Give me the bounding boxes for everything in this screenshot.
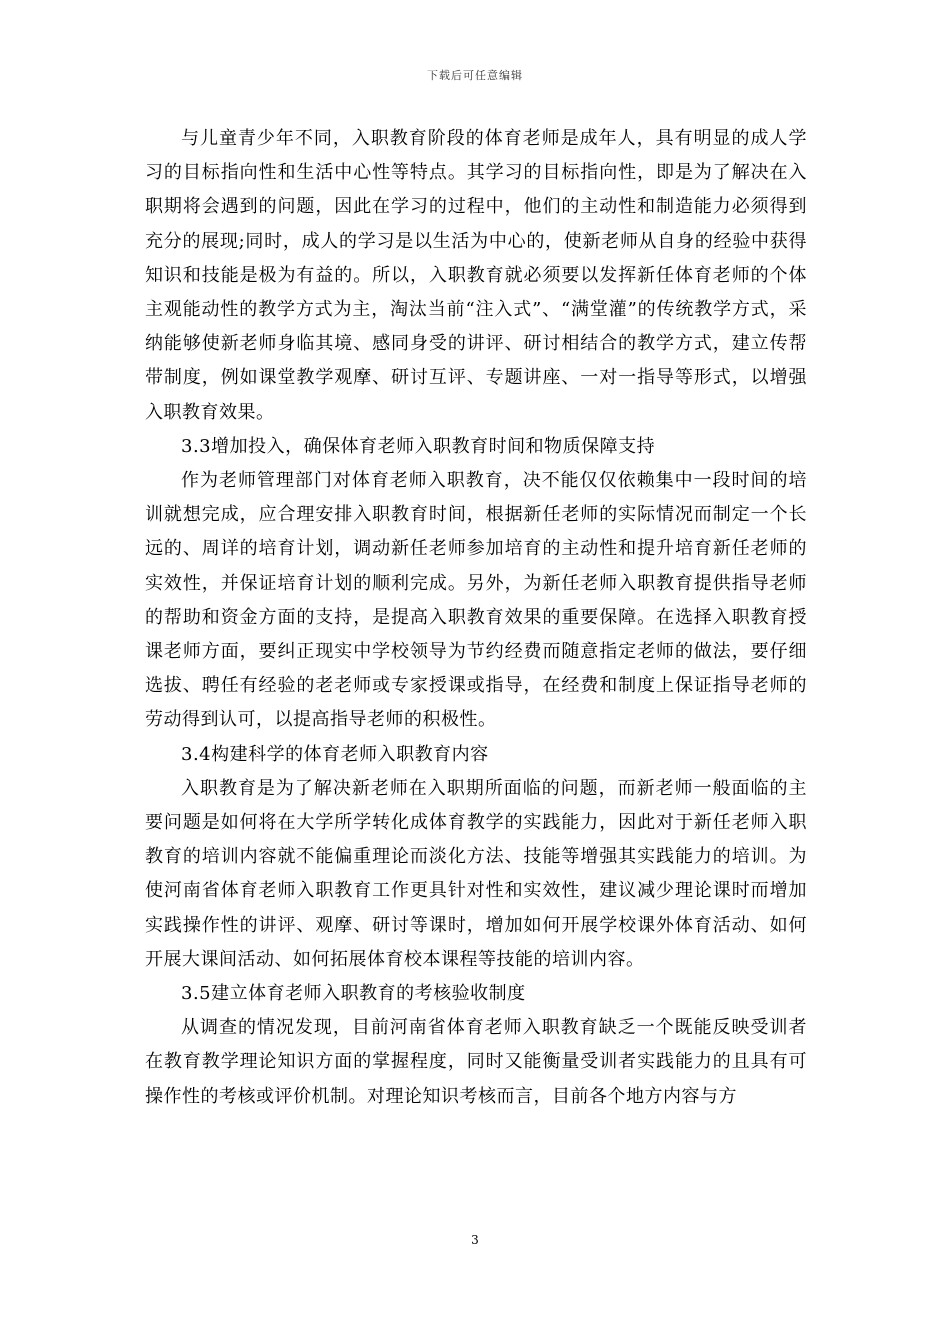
page-number: 3: [471, 1233, 479, 1247]
paragraph: 作为老师管理部门对体育老师入职教育，决不能仅仅依赖集中一段时间的培训就想完成，应合理安排入职教育时间，根据新任老师的实际情况而制定一个长远的、周详的培育计划，调动新任老师参加培育的主动性和提升培育新任老师的实效性，并保证培育计划的顺利完成。另外，为新任老师入职教育提供指导老师的帮助和资金方面的支持，是提高入职教育效果的重要保障。在选择入职教育授课老师方面，要纠正现实中学校领导为节约经费而随意指定老师的做法，要仔细选拔、聘任有经验的老老师或专家授课或指导，在经费和制度上保证指导老师的劳动得到认可，以提高指导老师的积极性。: [145, 470, 807, 731]
paragraph: 与儿童青少年不同，入职教育阶段的体育老师是成年人，具有明显的成人学习的目标指向性和生活中心性等特点。其学习的目标指向性，即是为了解决在入职期将会遇到的问题，因此在学习的过程中，他们的主动性和制造能力必须得到充分的展现;同时，成人的学习是以生活为中心的，使新老师从自身的经验中获得知识和技能是极为有益的。所以，入职教育就必须要以发挥新任体育老师的个体主观能动性的教学方式为主，淘汰当前“注入式”、“满堂灌”的传统教学方式，采纳能够使新老师身临其境、感同身受的讲评、研讨相结合的教学方式，建立传帮带制度，例如课堂教学观摩、研讨互评、专题讲座、一对一指导等形式，以增强入职教育效果。: [145, 128, 807, 423]
document-body: [145, 122, 807, 1114]
section-heading-3-3: 3.3增加投入，确保体育老师入职教育时间和物质保障支持: [181, 435, 656, 457]
section-heading-3-5: 3.5建立体育老师入职教育的考核验收制度: [181, 983, 526, 1005]
paragraph: 从调查的情况发现，目前河南省体育老师入职教育缺乏一个既能反映受训者在教育教学理论知识方面的掌握程度，同时又能衡量受训者实践能力的且具有可操作性的考核或评价机制。对理论知识考核而言，目前各个地方内容与方: [145, 1017, 807, 1107]
paragraph: 入职教育是为了解决新老师在入职期所面临的问题，而新老师一般面临的主要问题是如何将在大学所学转化成体育教学的实践能力，因此对于新任老师入职教育的培训内容就不能偏重理论而淡化方法、技能等增强其实践能力的培训。为使河南省体育老师入职教育工作更具针对性和实效性，建议减少理论课时而增加实践操作性的讲评、观摩、研讨等课时，增加如何开展学校课外体育活动、如何开展大课间活动、如何拓展体育校本课程等技能的培训内容。: [145, 777, 807, 970]
section-heading-3-4: 3.4构建科学的体育老师入职教育内容: [181, 743, 489, 765]
page-header-note: 下载后可任意编辑: [427, 69, 523, 82]
